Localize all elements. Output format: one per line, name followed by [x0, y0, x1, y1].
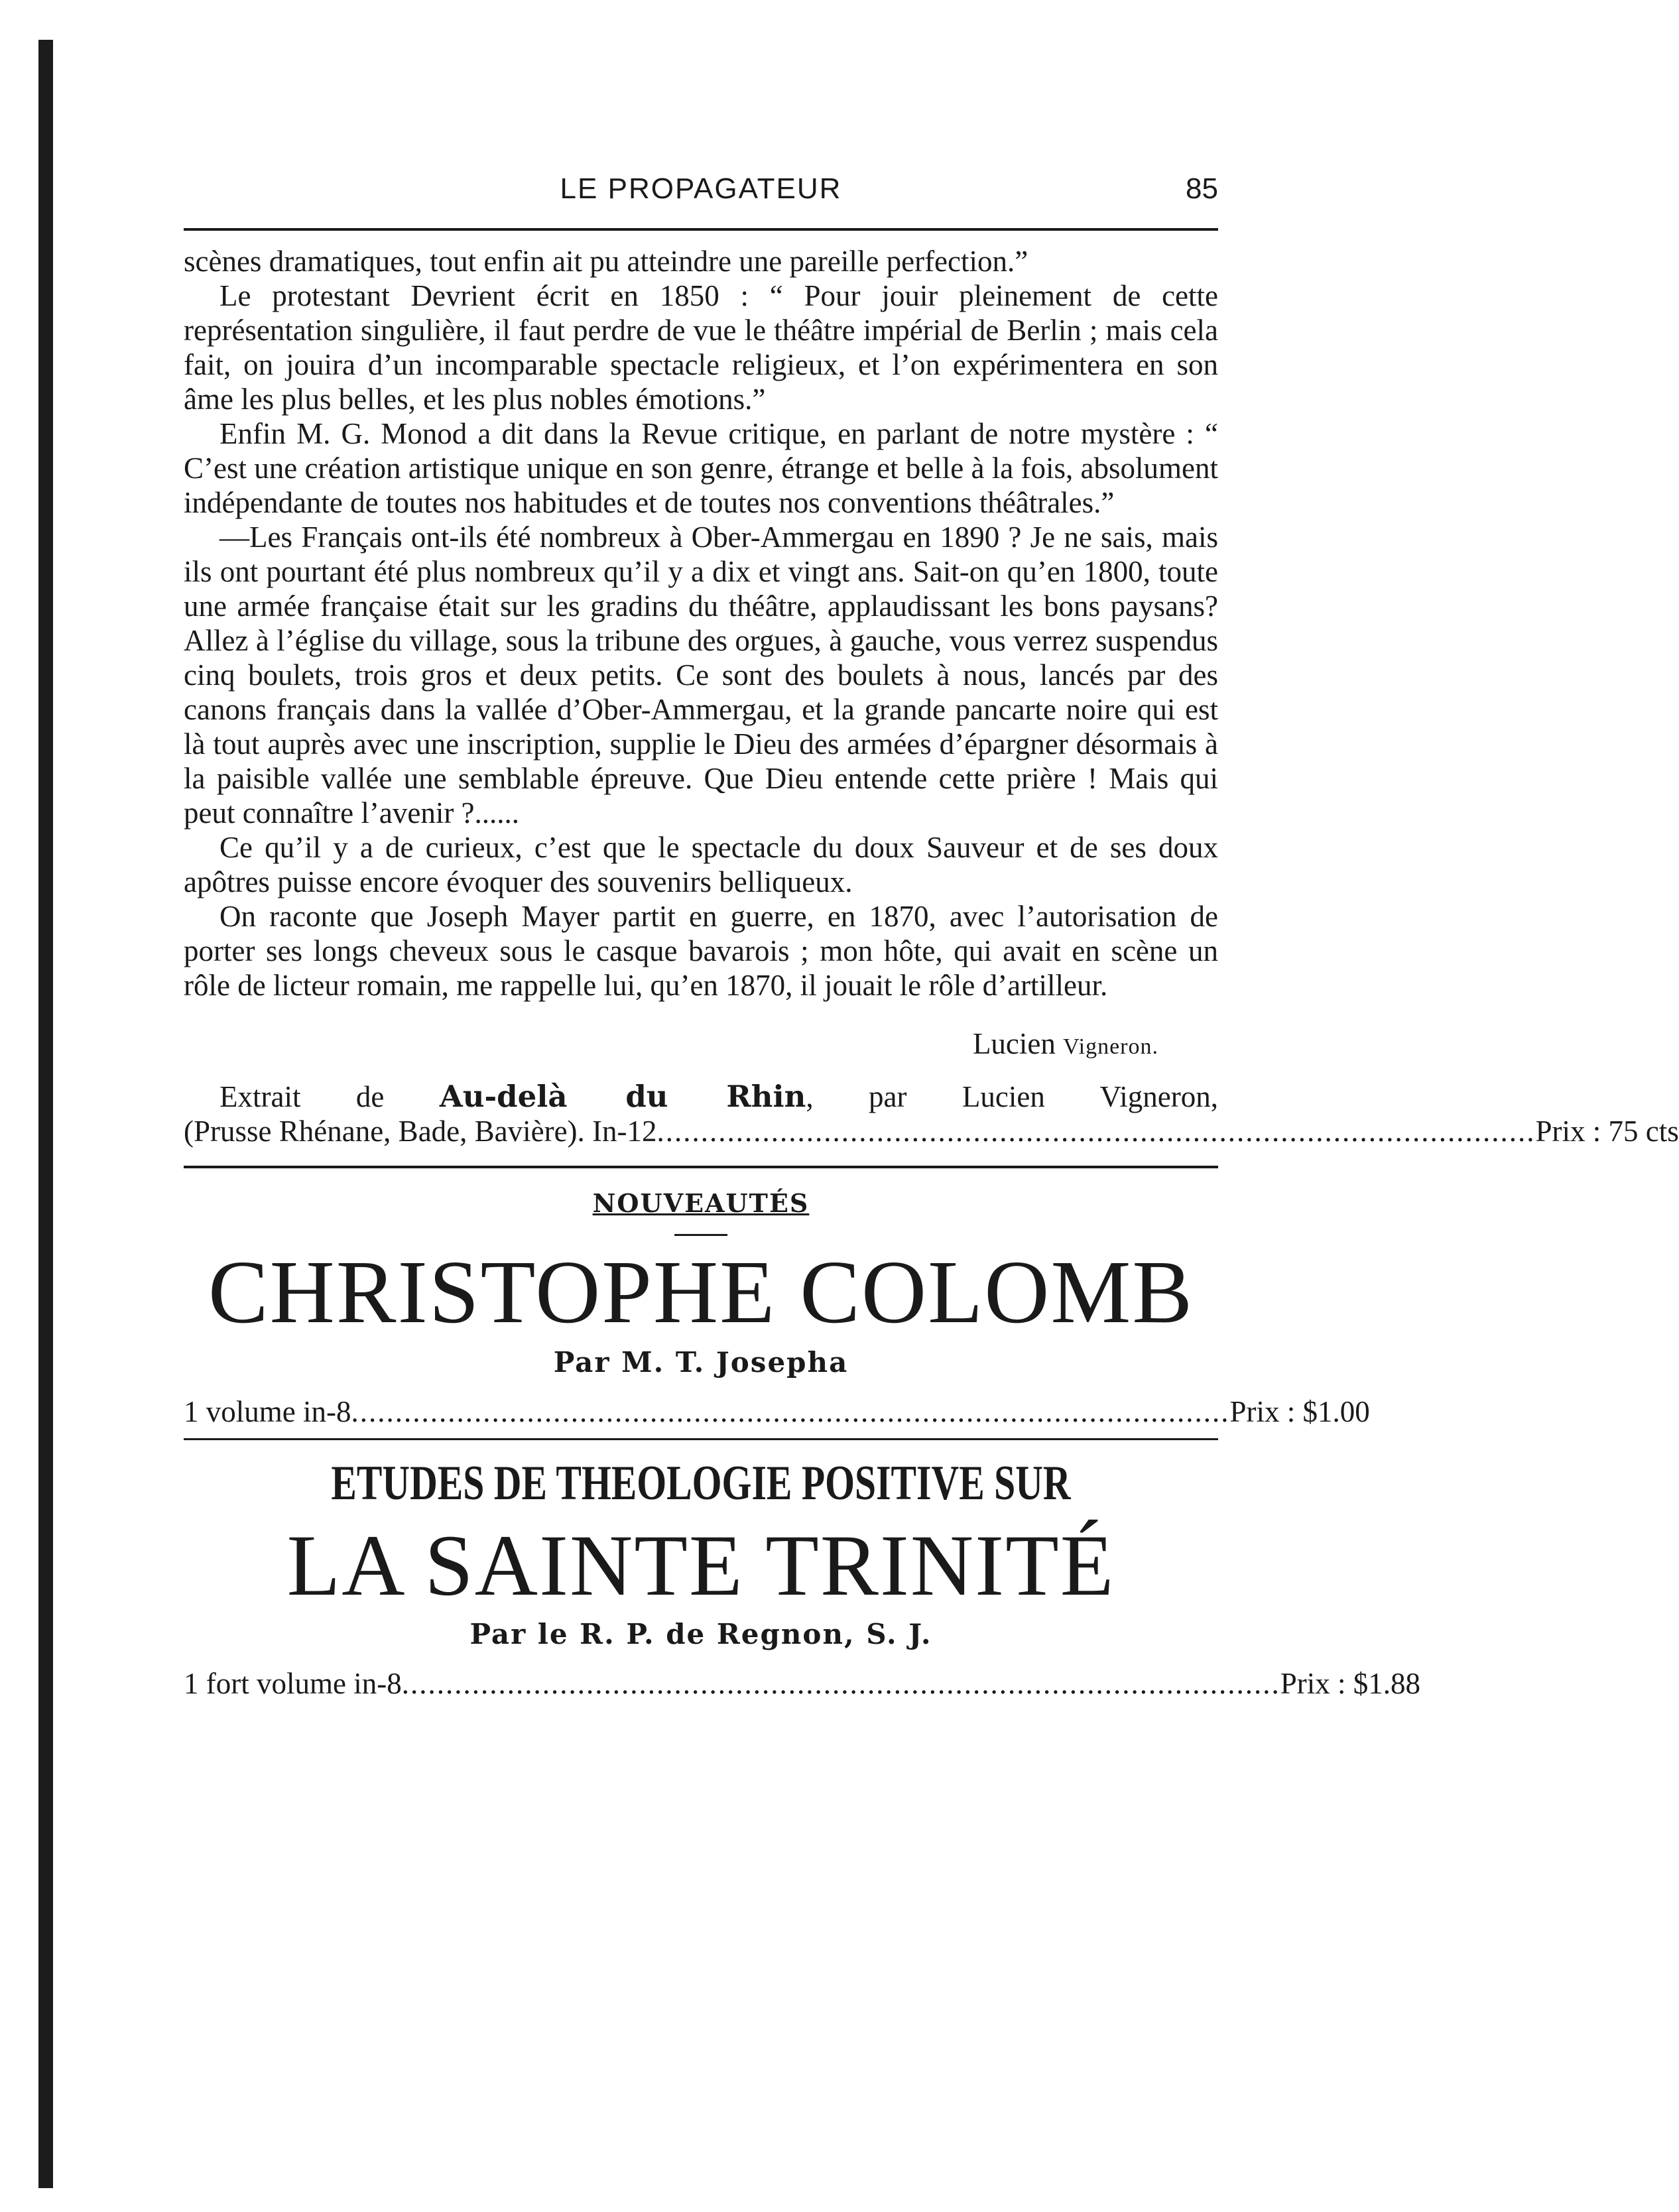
signature-first-name: Lucien [972, 1027, 1056, 1060]
book-title-sainte-trinite: LA SAINTE TRINITÉ [286, 1516, 1115, 1614]
extract-note [184, 1079, 1679, 1148]
extract-suffix: , par Lucien Vigneron, [806, 1080, 1218, 1113]
extract-line-1 [184, 1079, 1218, 1114]
book-volume-2: 1 fort volume in-8 [184, 1667, 402, 1700]
extract-prefix: Extrait de [219, 1080, 385, 1113]
extract-book-title: Au-delà du Rhin [439, 1079, 806, 1114]
author-signature [184, 1026, 1218, 1061]
extract-details: (Prusse Rhénane, Bade, Bavière). In-12 [184, 1115, 657, 1148]
page [184, 166, 1679, 1701]
book-price-line-1 [184, 1394, 1370, 1429]
running-title: LE PROPAGATEUR [560, 172, 842, 205]
header-rule [184, 228, 1218, 231]
article-body [184, 244, 1218, 1003]
extract-price: Prix : 75 cts [1535, 1115, 1679, 1148]
paragraph-4: —Les Français ont-ils été nombreux à Ober-Ammergau en 1890 ? Je ne sais, mais ils ont pourtant été plus nombreux qu’il y a dix et vingt ans. Sait-on qu’en 1800, toute une armée française était sur les gradins du théâtre, applaudissant les bons paysans? Allez à l’église du village, sous la tribune des orgues, à gauche, vous verrez suspendus cinq boulets, trois gros et deux petits. Ce sont des boulets à nous, lancés par des canons français dans la vallée d’Ober-Ammergau, et la grande pancarte noire qui est là tout auprès avec une inscription, supplie le Dieu des armées d’épargner désormais à la paisible vallée une semblable épreuve. Que Dieu entende cette prière ! Mais qui peut connaître l’avenir ?...... [184, 521, 1218, 830]
page-number: 85 [1186, 172, 1218, 205]
paragraph-5: Ce qu’il y a de curieux, c’est que le spectacle du doux Sauveur et de ses doux apôtres puisse encore évoquer des souvenirs belliqueux. [184, 831, 1218, 898]
running-header [184, 166, 1218, 219]
book-author-2: Par le R. P. de Regnon, S. J. [469, 1618, 932, 1650]
book-subtitle-etudes: ETUDES DE THEOLOGIE POSITIVE SUR [331, 1456, 1071, 1510]
book-price-2: Prix : $1.88 [1280, 1667, 1420, 1700]
short-divider [674, 1234, 727, 1236]
book-volume-1: 1 volume in-8 [184, 1395, 351, 1428]
paragraph-1: scènes dramatiques, tout enfin ait pu atteindre une pareille perfection.” [184, 245, 1028, 278]
dot-leader: .................................................................................................... [351, 1395, 1230, 1428]
paragraph-6: On raconte que Joseph Mayer partit en guerre, en 1870, avec l’autorisation de porter ses longs cheveux sous le casque bavarois ; mon hôte, qui avait en scène un rôle de licteur romain, me rappelle lui, qu’en 1870, il jouait le rôle d’artilleur. [184, 900, 1218, 1002]
book-title-christophe-colomb: CHRISTOPHE COLOMB [208, 1243, 1194, 1342]
extract-line-2 [184, 1114, 1679, 1148]
section-label-nouveautes: NOUVEAUTÉS [592, 1188, 810, 1218]
section-rule-2 [184, 1438, 1218, 1440]
book-price-line-2 [184, 1666, 1420, 1701]
paragraph-2: Le protestant Devrient écrit en 1850 : “ Pour jouir pleinement de cette représentation singulière, il faut perdre de vue le théâtre impérial de Berlin ; mais cela fait, on jouira d’un incomparable spectacle religieux, et l’on expérimentera en son âme les plus belles, et les plus nobles émotions.” [184, 279, 1218, 416]
paragraph-3: Enfin M. G. Monod a dit dans la Revue critique, en parlant de notre mystère : “ C’est une création artistique unique en son genre, étrange et belle à la fois, absolument indépendante de toutes nos habitudes et de toutes nos conventions théâtrales.” [184, 417, 1218, 519]
section-rule-1 [184, 1166, 1218, 1168]
signature-last-name: Vigneron. [1063, 1034, 1158, 1059]
dot-leader: .................................................................................................... [401, 1667, 1280, 1700]
dot-leader: .................................................................................................... [656, 1115, 1536, 1148]
page-spine-shadow [38, 40, 53, 2188]
book-author-1: Par M. T. Josepha [553, 1346, 849, 1379]
book-price-1: Prix : $1.00 [1229, 1395, 1370, 1428]
